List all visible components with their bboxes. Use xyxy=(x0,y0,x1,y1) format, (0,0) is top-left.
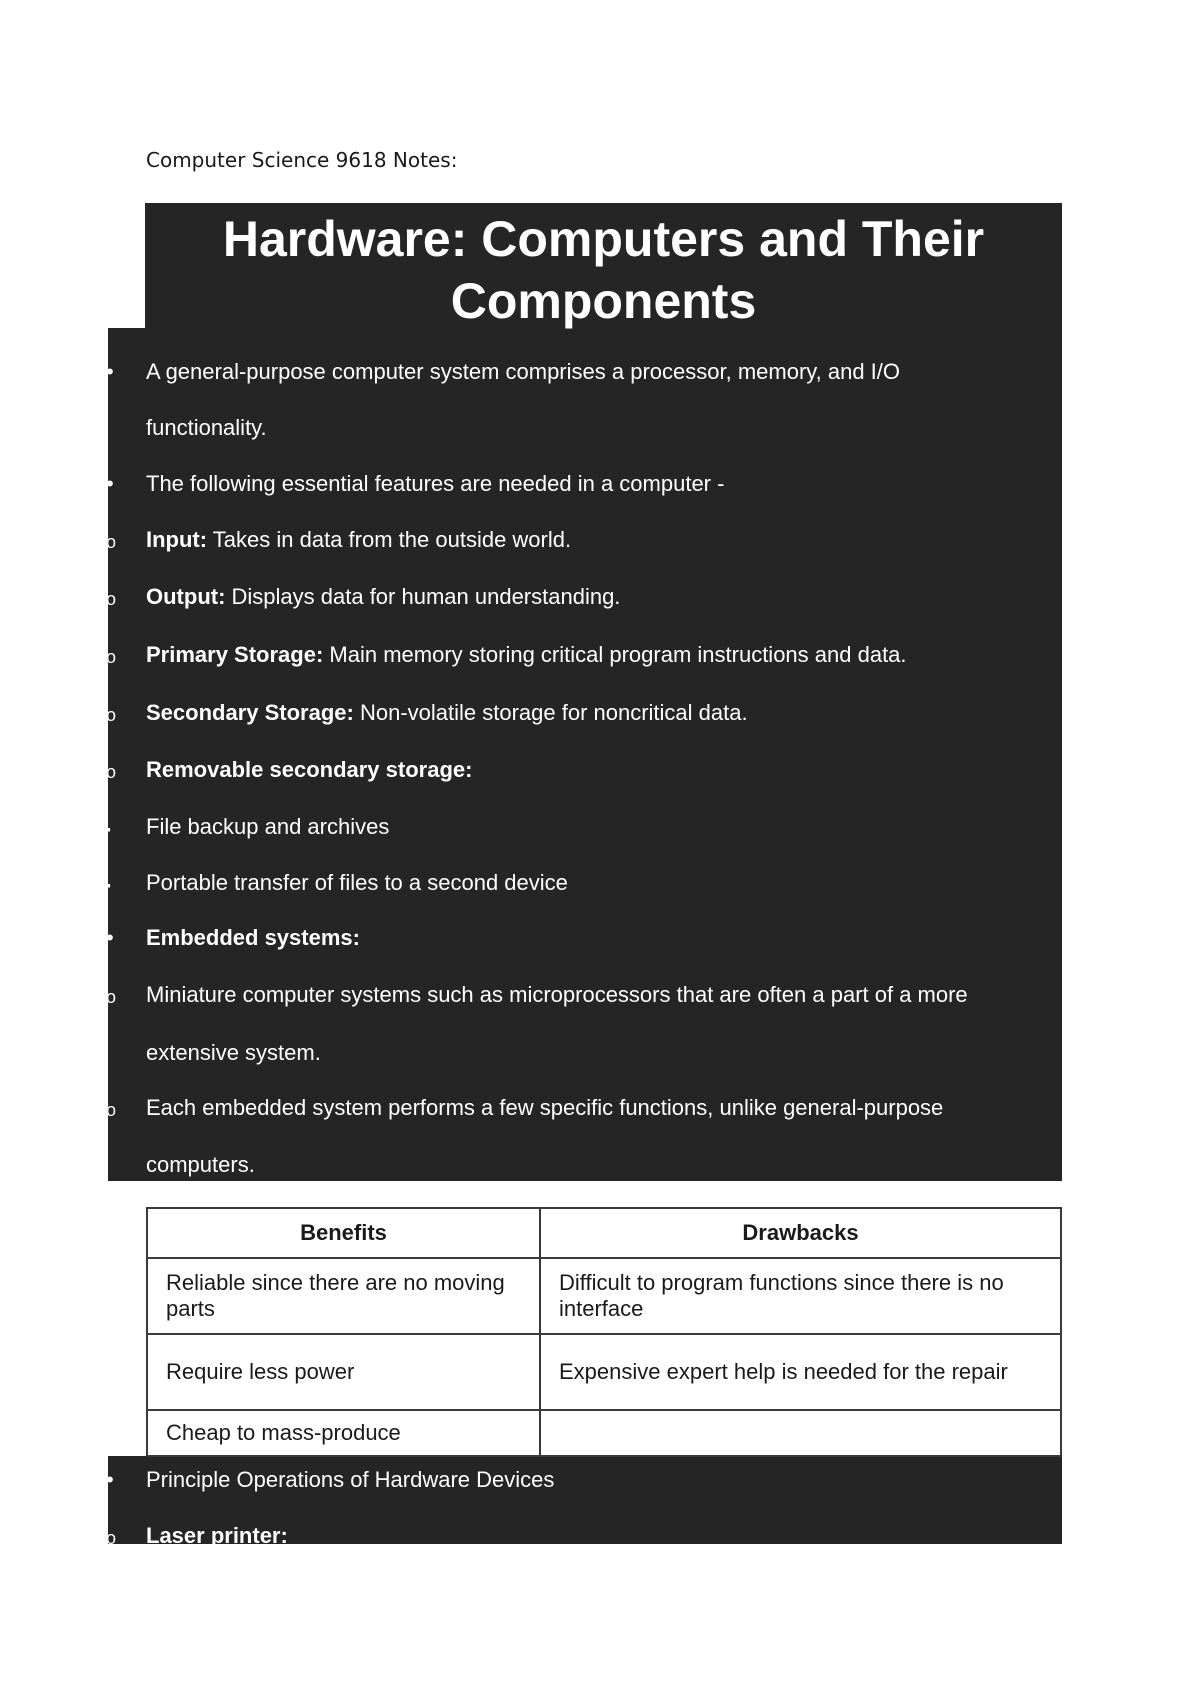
bullet-marker: • xyxy=(106,359,114,384)
list-item-removable-storage: Removable secondary storage: xyxy=(146,757,473,782)
title-line-1: Hardware: Computers and Their xyxy=(222,211,985,267)
table-cell xyxy=(540,1410,1061,1456)
circle-marker: o xyxy=(106,532,117,552)
table-cell: Difficult to program functions since there is no interface xyxy=(540,1258,1061,1334)
bullet-marker: • xyxy=(106,925,114,950)
list-item-continuation: extensive system. xyxy=(146,1040,321,1065)
table-cell: Require less power xyxy=(147,1334,540,1410)
page-header: Computer Science 9618 Notes: xyxy=(146,148,458,172)
circle-marker: o xyxy=(106,1528,117,1548)
circle-marker: o xyxy=(106,987,117,1007)
table-row xyxy=(147,1410,1061,1456)
list-item: A general-purpose computer system comprises a processor, memory, and I/O xyxy=(146,359,901,384)
list-item-secondary-storage: Secondary Storage: Non-volatile storage for noncritical data. xyxy=(146,700,748,725)
list-item: Each embedded system performs a few specific functions, unlike general-purpose xyxy=(146,1095,944,1120)
bullet-marker: • xyxy=(106,471,114,496)
circle-marker: o xyxy=(106,1100,117,1120)
list-item-embedded-systems: Embedded systems: xyxy=(146,925,360,950)
circle-marker: o xyxy=(106,589,117,609)
table-header-row xyxy=(147,1208,1061,1258)
table-cell: Reliable since there are no moving parts xyxy=(147,1258,540,1334)
circle-marker: o xyxy=(106,762,117,782)
table-row xyxy=(147,1334,1061,1410)
list-item: Miniature computer systems such as microprocessors that are often a part of a more xyxy=(146,982,968,1007)
list-item-input: Input: Takes in data from the outside world. xyxy=(146,527,572,552)
list-item-continuation: computers. xyxy=(146,1152,255,1177)
table-cell: Expensive expert help is needed for the repair xyxy=(540,1334,1061,1410)
circle-marker: o xyxy=(106,705,117,725)
table-row xyxy=(147,1258,1061,1334)
list-item: File backup and archives xyxy=(146,814,390,839)
list-item-principle-operations: Principle Operations of Hardware Devices xyxy=(146,1467,555,1492)
list-item-continuation: functionality. xyxy=(146,415,267,440)
list-item-primary-storage: Primary Storage: Main memory storing critical program instructions and data. xyxy=(146,642,907,667)
list-item: The following essential features are needed in a computer - xyxy=(146,471,725,496)
benefits-drawbacks-table xyxy=(146,1207,1062,1457)
list-item: Portable transfer of files to a second device xyxy=(146,870,568,895)
list-item-laser-printer: Laser printer: xyxy=(146,1523,288,1548)
title-line-2: Components xyxy=(450,273,757,329)
square-marker: ▪ xyxy=(106,821,111,837)
page-title xyxy=(145,208,1062,332)
table-header-benefits: Benefits xyxy=(147,1208,540,1258)
list-item-output: Output: Displays data for human understanding. xyxy=(146,584,621,609)
square-marker: ▪ xyxy=(106,877,111,893)
table-header-drawbacks: Drawbacks xyxy=(540,1208,1061,1258)
circle-marker: o xyxy=(106,647,117,667)
table-cell: Cheap to mass-produce xyxy=(147,1410,540,1456)
bullet-marker: • xyxy=(106,1467,114,1492)
